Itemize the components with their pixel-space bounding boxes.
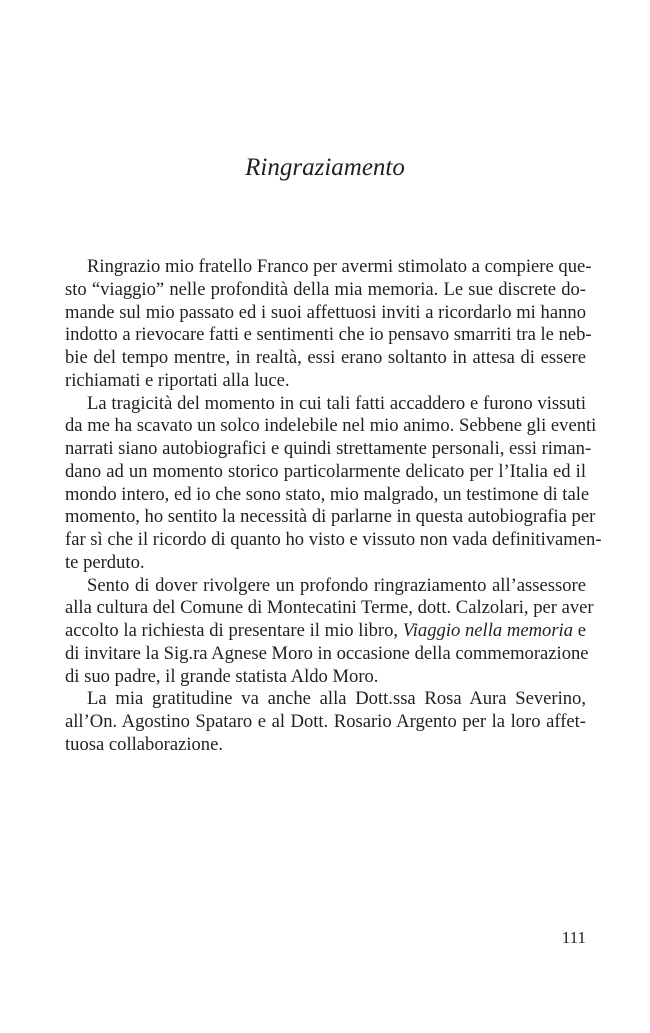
line-text: e [573,620,586,641]
text-line: all’On. Agostino Spataro e al Dott. Rosario Argento per la loro affet- [65,711,586,732]
text-line: momento, ho sentito la necessità di parlarne in questa autobiografia per [65,506,596,528]
text-line: alla cultura del Comune di Montecatini Terme, dott. Calzolari, per aver [65,597,594,619]
text-line: La tragicità del momento in cui tali fatti accaddero e furono vissuti [87,392,586,414]
text-line: indotto a rievocare fatti e sentimenti che io pensavo smarriti tra le neb- [65,324,592,346]
text-line: sto “viaggio” nelle profondità della mia memoria. Le sue discrete do- [65,278,586,300]
text-line: dano ad un momento storico particolarmente delicato per l’Italia ed il [65,460,586,482]
text-line: da me ha scavato un solco indelebile nel mio animo. Sebbene gli eventi [65,415,597,437]
text-line: tuosa collaborazione. [65,733,223,755]
text-line [65,620,586,643]
text-line: mondo intero, ed io che sono stato, mio malgrado, un testimone di tale [65,483,590,505]
book-title: Viaggio nella memoria [402,620,574,641]
page-number: 111 [561,928,586,947]
page-title: Ringraziamento [245,154,405,181]
text-line: Ringrazio mio fratello Franco per avermi stimolato a compiere que- [87,256,592,277]
text-line: Sento di dover rivolgere un profondo ringraziamento all’assessore [87,574,586,596]
body-text [65,256,602,757]
text-line: di invitare la Sig.ra Agnese Moro in occasione della commemorazione [65,642,589,664]
text-line: mande sul mio passato ed i suoi affettuosi inviti a ricordarlo mi hanno [65,301,586,323]
text-line: bie del tempo mentre, in realtà, essi erano soltanto in attesa di essere [65,347,586,368]
text-line: La mia gratitudine va anche alla Dott.ssa Rosa Aura Severino, [87,688,586,710]
paragraph-1 [65,256,592,393]
text-line: narrati siano autobiografici e quindi strettamente personali, essi riman- [65,438,592,459]
paragraph-2 [65,392,602,575]
paragraph-4 [65,688,586,756]
line-text: accolto la richiesta di presentare il mio libro, [65,620,403,641]
text-line: far sì che il ricordo di quanto ho visto e vissuto non vada definitivamen- [65,529,602,550]
text-line: richiamati e riportati alla luce. [65,369,290,391]
text-line: di suo padre, il grande statista Aldo Moro. [65,665,379,687]
text-line: te perduto. [65,551,145,573]
paragraph-3 [65,574,594,689]
